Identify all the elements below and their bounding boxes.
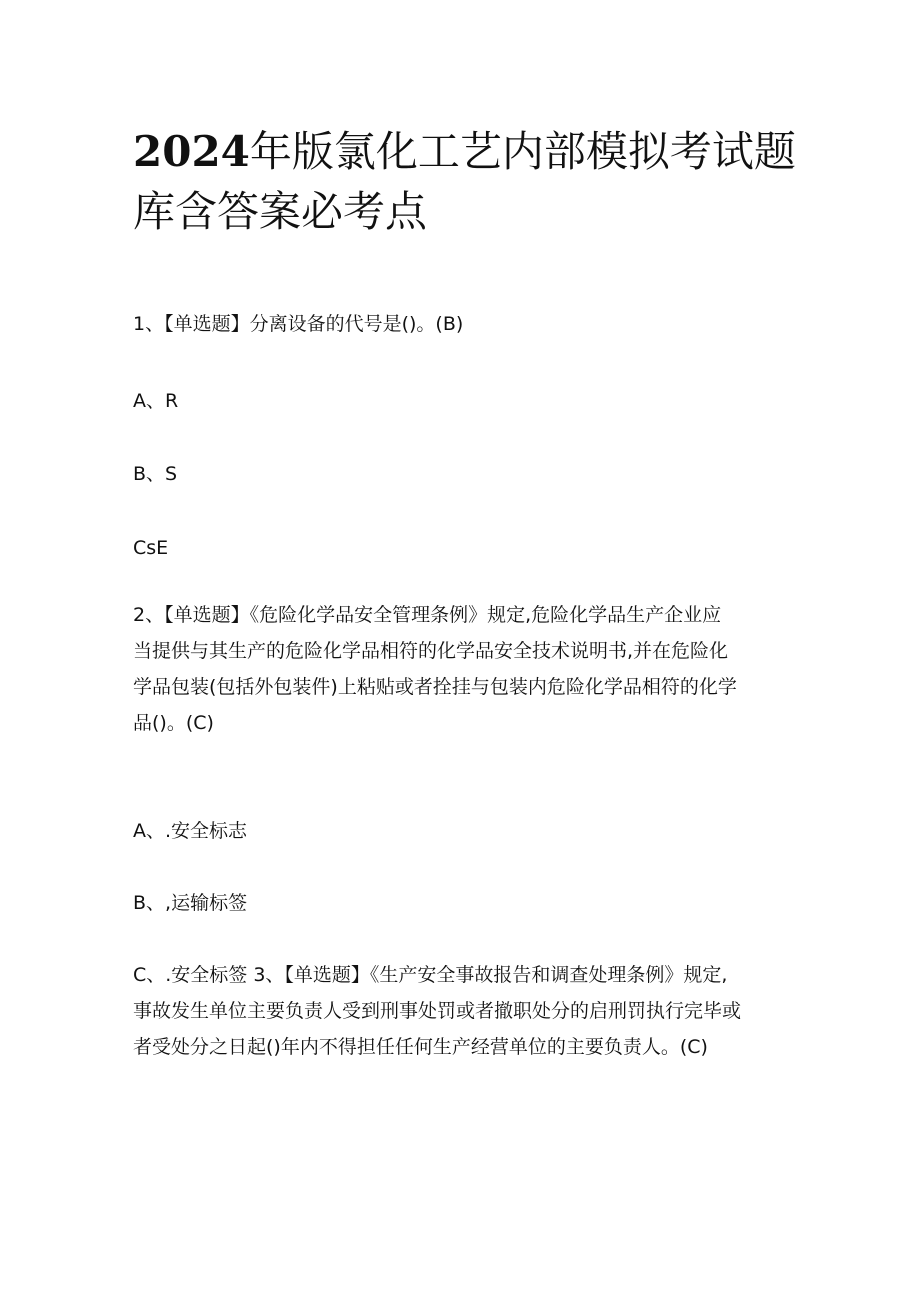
question-2-stem-line: 2、【单选题】《危险化学品安全管理条例》规定,危险化学品生产企业应 <box>133 604 722 626</box>
title-year: 2024 <box>133 127 250 176</box>
page-title <box>133 122 796 242</box>
question-2-option-a: A、.安全标志 <box>133 820 248 842</box>
question-2-stem <box>133 597 793 741</box>
question-1-stem: 1、【单选题】分离设备的代号是()。(B) <box>133 313 464 335</box>
question-3-stem-line: C、.安全标签 3、【单选题】《生产安全事故报告和调查处理条例》规定, <box>133 964 728 986</box>
question-2-stem-line: 学品包装(包括外包装件)上粘贴或者拴挂与包装内危险化学品相符的化学 <box>133 676 737 698</box>
title-line-1 <box>133 122 796 182</box>
question-3-stem <box>133 957 793 1065</box>
question-1-option-a: A、R <box>133 390 179 412</box>
question-2-stem-line: 品()。(C) <box>133 712 214 734</box>
question-1-option-b: B、S <box>133 463 178 485</box>
question-1-option-c: CsE <box>133 537 169 559</box>
title-line-2: 库含答案必考点 <box>133 187 428 236</box>
question-3-stem-line: 者受处分之日起()年内不得担任任何生产经营单位的主要负责人。(C) <box>133 1036 708 1058</box>
question-2-option-b: B、,运输标签 <box>133 892 248 914</box>
question-2-stem-line: 当提供与其生产的危险化学品相符的化学品安全技术说明书,并在危险化 <box>133 640 729 662</box>
question-3-stem-line: 事故发生单位主要负责人受到刑事处罚或者撤职处分的启刑罚执行完毕或 <box>133 1000 742 1022</box>
title-line-1-text: 年版氯化工艺内部模拟考试题 <box>249 127 796 176</box>
